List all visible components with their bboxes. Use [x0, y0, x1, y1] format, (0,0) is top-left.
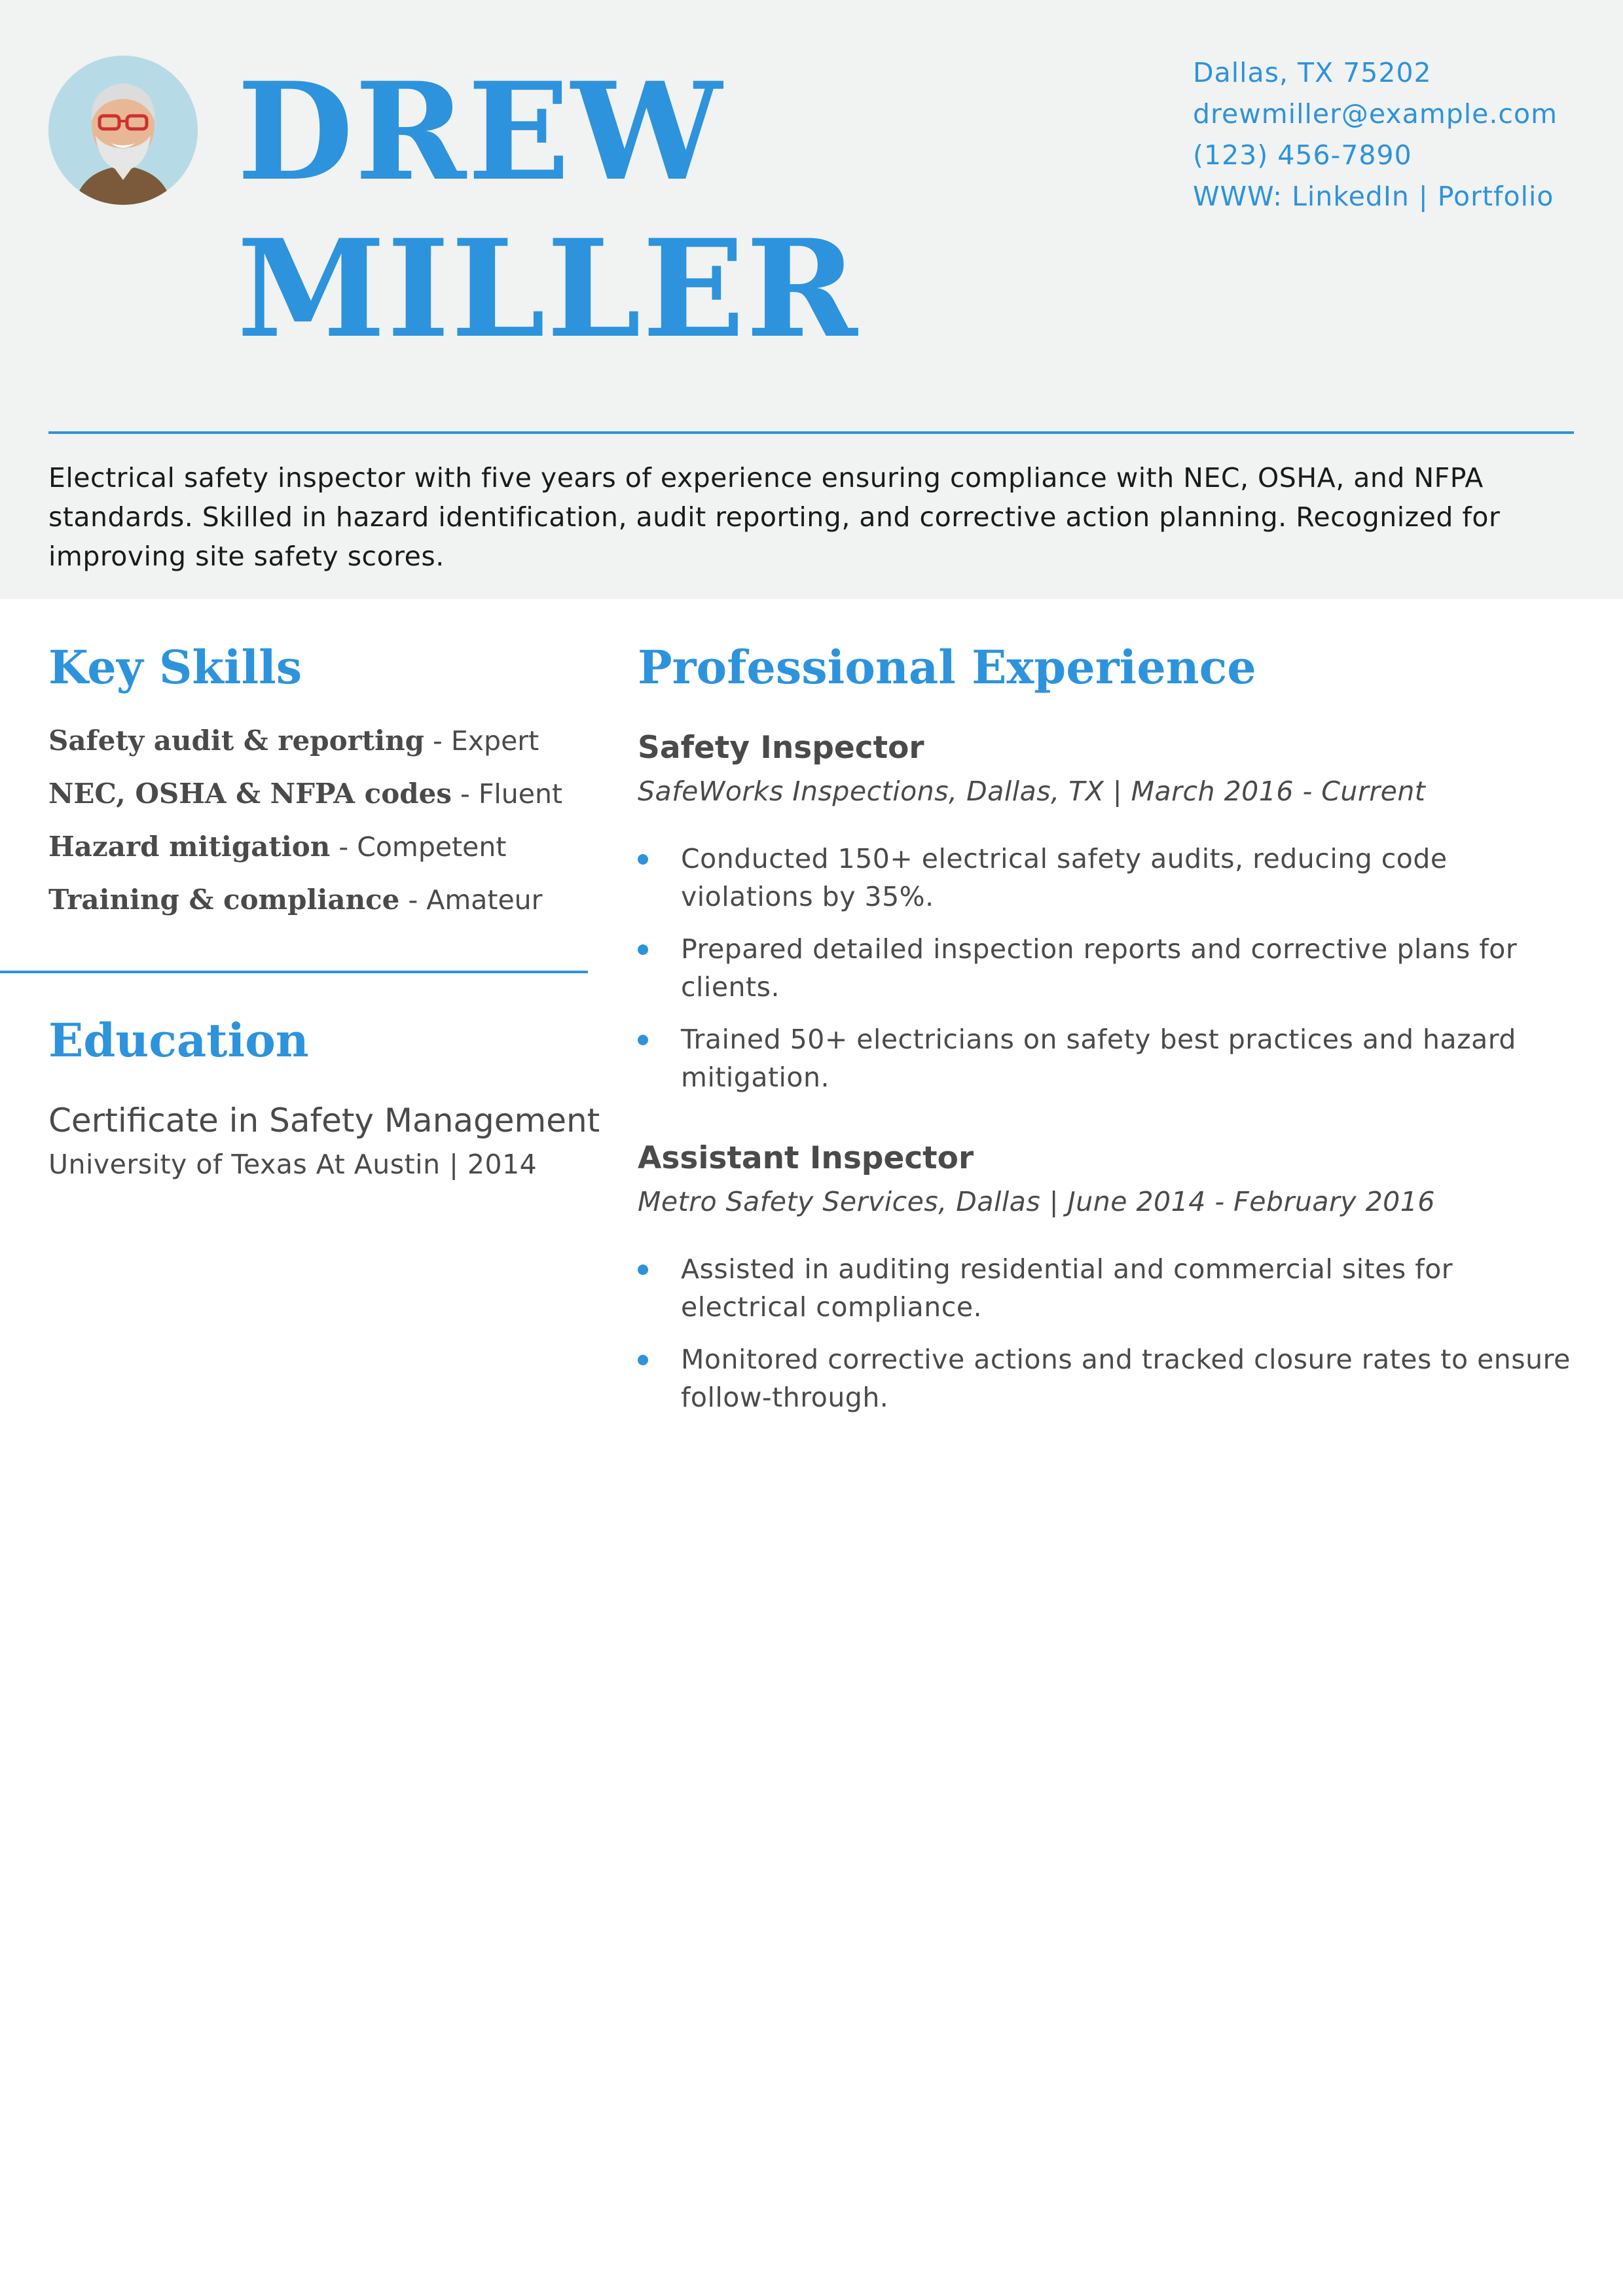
bullet-text: Assisted in auditing residential and commercial sites for electrical compliance.: [681, 1253, 1453, 1323]
skills-list: [48, 721, 585, 933]
education-degree: Certificate in Safety Management: [48, 1102, 600, 1139]
job-bullet: [638, 1020, 1574, 1096]
web-prefix: WWW:: [1193, 181, 1292, 212]
bullet-text: Conducted 150+ electrical safety audits, reducing code violations by 35%.: [681, 843, 1448, 912]
summary-text: Electrical safety inspector with five years of experience ensuring compliance with NEC, OSHA, and NFPA standards. Skilled in hazard identification, audit reporting, and corrective action planning. Recognized for improving site safety scores.: [48, 462, 1501, 572]
skills-divider: [0, 971, 588, 973]
job-title: Assistant Inspector: [638, 1140, 974, 1176]
skill-level: - Competent: [330, 831, 507, 863]
job-bullets: [638, 840, 1574, 1111]
linkedin-link[interactable]: LinkedIn: [1292, 181, 1410, 212]
skill-item: [48, 774, 585, 827]
skill-item: [48, 721, 585, 774]
bullet-dot-icon: [638, 944, 648, 955]
contact-location: Dallas, TX 75202: [1193, 57, 1432, 88]
job-title: Safety Inspector: [638, 730, 924, 766]
job-bullet: [638, 1340, 1574, 1416]
job-meta: SafeWorks Inspections, Dallas, TX | March 2016 - Current: [638, 776, 1426, 807]
portfolio-link[interactable]: Portfolio: [1437, 181, 1554, 212]
last-name: MILLER: [237, 211, 859, 368]
bullet-dot-icon: [638, 1265, 648, 1275]
job-bullet: [638, 1250, 1574, 1326]
bullet-text: Prepared detailed inspection reports and corrective plans for clients.: [681, 933, 1518, 1003]
avatar: [48, 56, 198, 205]
skill-name: Safety audit & reporting: [48, 725, 425, 757]
skill-level: - Expert: [424, 725, 539, 757]
job-meta: Metro Safety Services, Dallas | June 2014 - February 2016: [638, 1186, 1435, 1217]
contact-web: [1193, 176, 1558, 217]
education-heading: Education: [48, 1013, 309, 1067]
skill-level: - Amateur: [399, 884, 543, 916]
job-bullet: [638, 930, 1574, 1006]
web-separator: |: [1409, 181, 1438, 212]
bullet-dot-icon: [638, 854, 648, 865]
header-band: [0, 0, 1623, 599]
job-bullets: [638, 1250, 1574, 1431]
skill-name: Training & compliance: [48, 884, 400, 916]
skill-name: NEC, OSHA & NFPA codes: [48, 778, 452, 810]
experience-heading: Professional Experience: [638, 640, 1256, 694]
job-bullet: [638, 840, 1574, 916]
first-name: DREW: [237, 54, 723, 211]
bullet-dot-icon: [638, 1035, 648, 1045]
skill-item: [48, 880, 585, 933]
bullet-text: Monitored corrective actions and tracked closure rates to ensure follow-through.: [681, 1344, 1571, 1413]
bullet-dot-icon: [638, 1355, 648, 1365]
contact-email[interactable]: drewmiller@example.com: [1193, 98, 1558, 130]
skill-name: Hazard mitigation: [48, 831, 331, 863]
contact-phone: (123) 456-7890: [1193, 139, 1412, 171]
bullet-text: Trained 50+ electricians on safety best practices and hazard mitigation.: [681, 1024, 1516, 1093]
header-divider: [48, 431, 1574, 434]
avatar-photo: [48, 56, 198, 205]
skills-heading: Key Skills: [48, 640, 302, 694]
education-school: University of Texas At Austin | 2014: [48, 1149, 538, 1180]
contact-block: [1193, 52, 1558, 217]
skill-level: - Fluent: [451, 778, 563, 810]
skill-item: [48, 827, 585, 880]
